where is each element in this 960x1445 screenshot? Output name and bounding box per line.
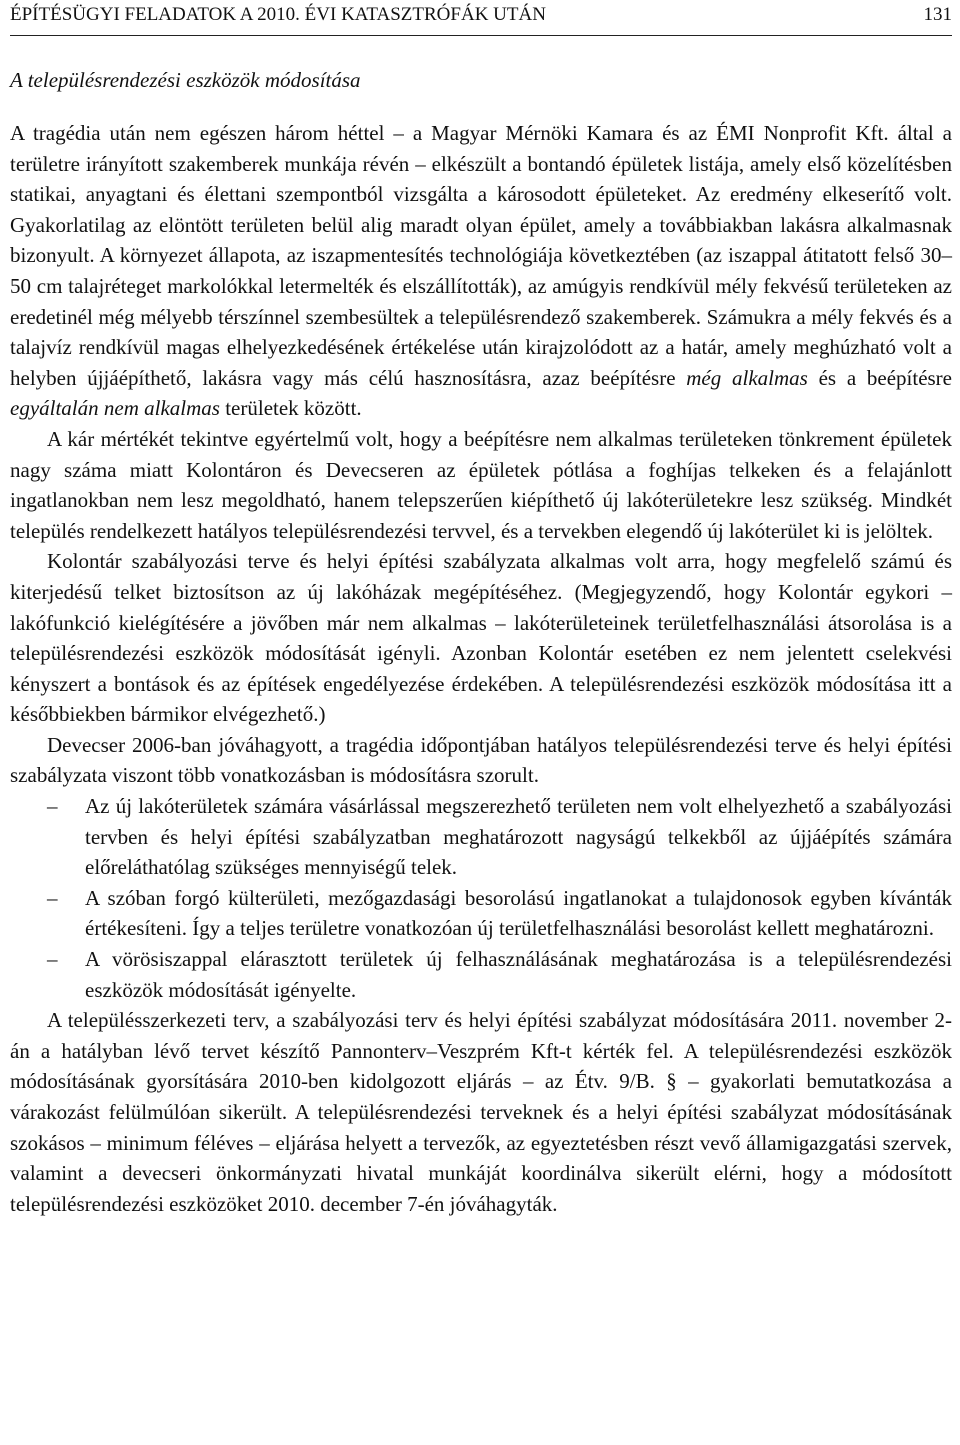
running-title: ÉPÍTÉSÜGYI FELADATOK A 2010. ÉVI KATASZTRÓFÁK UTÁN (10, 4, 546, 25)
paragraph-2: A kár mértékét tekintve egyértelmű volt, hogy a beépítésre nem alkalmas területeken tönkrement épületek nagy száma miatt Kolontáron és Devecseren az épületek pótlása a foghíjas telkeken és a felajánlott ingatlanokban nem lesz megoldható, hanem telepszerűen kiépíthető új lakóterületekre lesz szükség. Mindkét település rendelkezett hatályos településrendezési tervvel, és a tervekben elegendő új lakóterület ki is jelöltek. (10, 426, 952, 543)
page-number: 131 (923, 4, 952, 25)
paragraph-5: A településszerkezeti terv, a szabályozási terv és helyi építési szabályzat módosítására 2011. november 2-án a hatályban lévő tervet készítő Pannonterv–Veszprém Kft-t kérték fel. A településrendezési eszközök módosításának gyorsítására 2010-ben kidolgozott eljárás – az Étv. 9/B. § – gyakorlati bemutatkozása a várakozást felülmúlóan sikerült. A településrendezési terveknek és a helyi építési szabályzat módosításának szokásos – minimum féléves – eljárása helyett a tervezők, az egyeztetésben részt vevő államigazgatási szervek, valamint a devecseri önkormányzati hivatal munkáját koordinálva sikerült elérni, hogy a módosított településrendezési eszközöket 2010. december 7-én jóváhagyták. (10, 1008, 952, 1216)
list-item: – Az új lakóterületek számára vásárlással megszerezhető területen nem volt elhelyezhető a szabályozási tervben és helyi építési szabályzatban meghatározott nagyságú telkekből az újjáépítés számára előreláthatólag szükséges mennyiségű telek. (10, 791, 952, 883)
dash-bullet: – (47, 885, 58, 910)
running-header (10, 2, 952, 28)
dash-bullet: – (47, 794, 58, 819)
section-title: A településrendezési eszközök módosítása (10, 68, 361, 92)
paragraph-4: Devecser 2006-ban jóváhagyott, a tragédia időpontjában hatályos településrendezési terve és helyi építési szabályzata viszont több vonatkozásban is módosításra szorult. (10, 732, 952, 788)
paragraph-1: A tragédia után nem egészen három héttel – a Magyar Mérnöki Kamara és az ÉMI Nonprofit Kft. által a területre irányított szakemberek munkája révén – elkészült a bontandó épületek listája, amely első közelítésben statikai, anyagtani és élettani szempontból vizsgálta a károsodott épületeket. Az eredmény elkeserítő volt. Gyakorlatilag az elöntött területen belül alig maradt olyan épület, amely a továbbiakban lakásra alkalmasnak bizonyult. A környezet állapota, az iszapmentesítés technológiája következtében (az iszappal átitatott felső 30–50 cm talajréteget markolókkal letermelték és elszállították), az amúgyis rendkívül mély fekvésű területeken az eredetinél még mélyebb térszínnel szembesültek a településrendező szakemberek. Számukra a mély fekvés és a talajvíz rendkívül magas elhelyezkedésének értékelése után kirajzolódott az a határ, amely meghúzható volt a helyben újjáépíthető, lakásra vagy más célú hasznosításra, azaz beépítésre még alkalmas és a beépítésre egyáltalán nem alkalmas területek között. (10, 121, 952, 421)
header-divider (10, 35, 952, 36)
bullet-list (10, 791, 952, 1005)
list-item: – A vörösiszappal elárasztott területek új felhasználásának meghatározása is a településrendezési eszközök módosítását igényelte. (10, 944, 952, 1005)
list-item: – A szóban forgó külterületi, mezőgazdasági besorolású ingatlanokat a tulajdonosok egyben kívánták értékesíteni. Így a teljes területre vonatkozóan új területfelhasználási besorolást kellett meghatározni. (10, 883, 952, 944)
paragraph-3: Kolontár szabályozási terve és helyi építési szabályzata alkalmas volt arra, hogy megfelelő számú és kiterjedésű telket biztosítson az új lakóházak megépítéséhez. (Megjegyzendő, hogy Kolontár egykori – lakófunkció kielégítésére a jövőben már nem alkalmas – lakóterületeinek területfelhasználási átsorolása is a településrendezési eszközök módosítását igényli. Azonban Kolontár esetében ez nem jelentett cselekvési kényszert a bontások és az építések engedélyezése érdekében. A településrendezési eszközök módosítása itt a későbbiekben bármikor elvégezhető.) (10, 549, 952, 727)
emphasis-not-suitable: egyáltalán nem alkalmas (10, 396, 220, 421)
body-text (10, 118, 952, 1219)
emphasis-still-suitable: még alkalmas (686, 365, 808, 390)
dash-bullet: – (47, 947, 58, 972)
